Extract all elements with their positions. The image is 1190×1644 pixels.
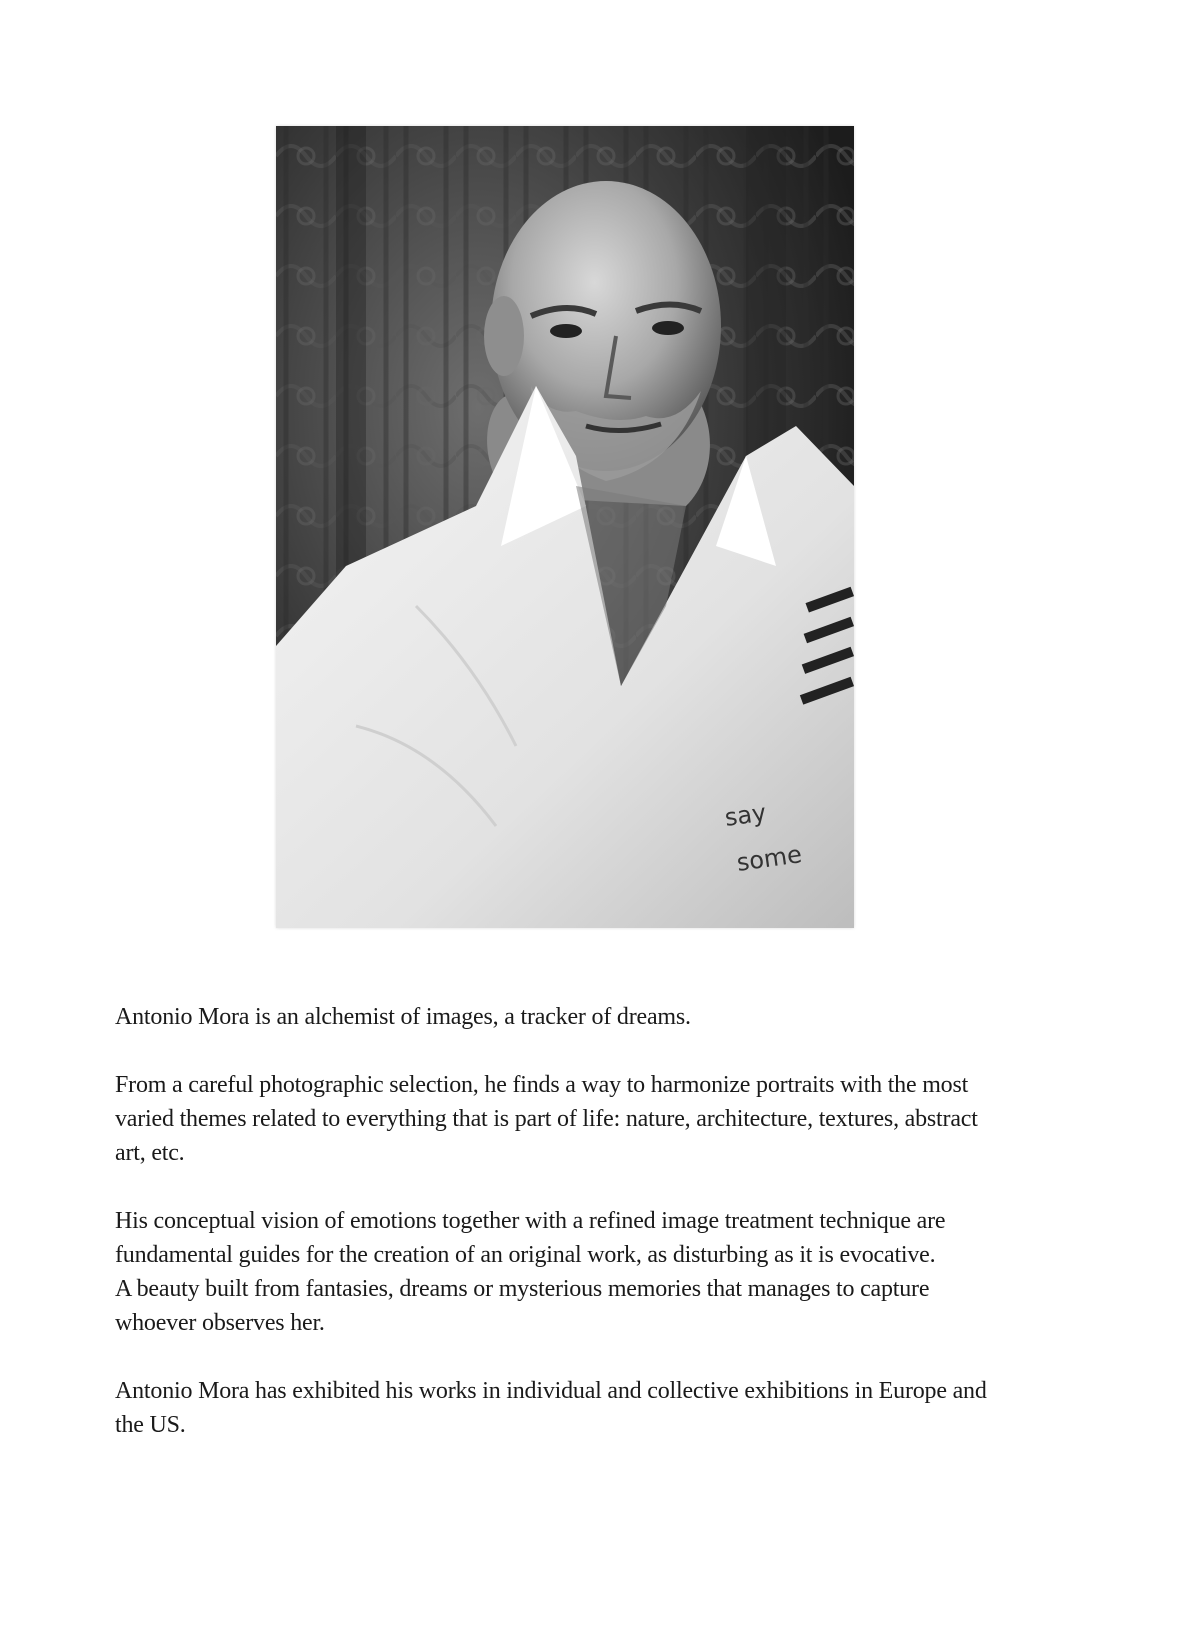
bio-line: varied themes related to everything that is part of life: nature, architecture, textures, abstract	[115, 1106, 978, 1132]
bio-paragraph-4	[115, 1374, 1080, 1442]
bio-line: whoever observes her.	[115, 1310, 325, 1336]
bio-line: the US.	[115, 1412, 186, 1438]
portrait-image	[276, 126, 854, 928]
bio-paragraph-3	[115, 1204, 1080, 1340]
bio-line: From a careful photographic selection, he finds a way to harmonize portraits with the most	[115, 1072, 969, 1098]
shirt-lettering-1: say	[722, 798, 768, 832]
bio-paragraph-2	[115, 1068, 1080, 1170]
bio-line: His conceptual vision of emotions together with a refined image treatment technique are	[115, 1208, 946, 1234]
shirt-lettering-2: some	[734, 840, 804, 877]
bio-line: art, etc.	[115, 1140, 185, 1166]
artist-bio	[115, 1000, 1080, 1476]
bio-line: Antonio Mora is an alchemist of images, a tracker of dreams.	[115, 1004, 691, 1030]
bio-line: fundamental guides for the creation of an original work, as disturbing as it is evocative.	[115, 1242, 936, 1268]
bio-line: Antonio Mora has exhibited his works in individual and collective exhibitions in Europe and	[115, 1378, 987, 1404]
bio-line: A beauty built from fantasies, dreams or mysterious memories that manages to capture	[115, 1276, 930, 1302]
artist-portrait-photo	[276, 126, 854, 928]
bio-paragraph-1	[115, 1000, 1080, 1034]
